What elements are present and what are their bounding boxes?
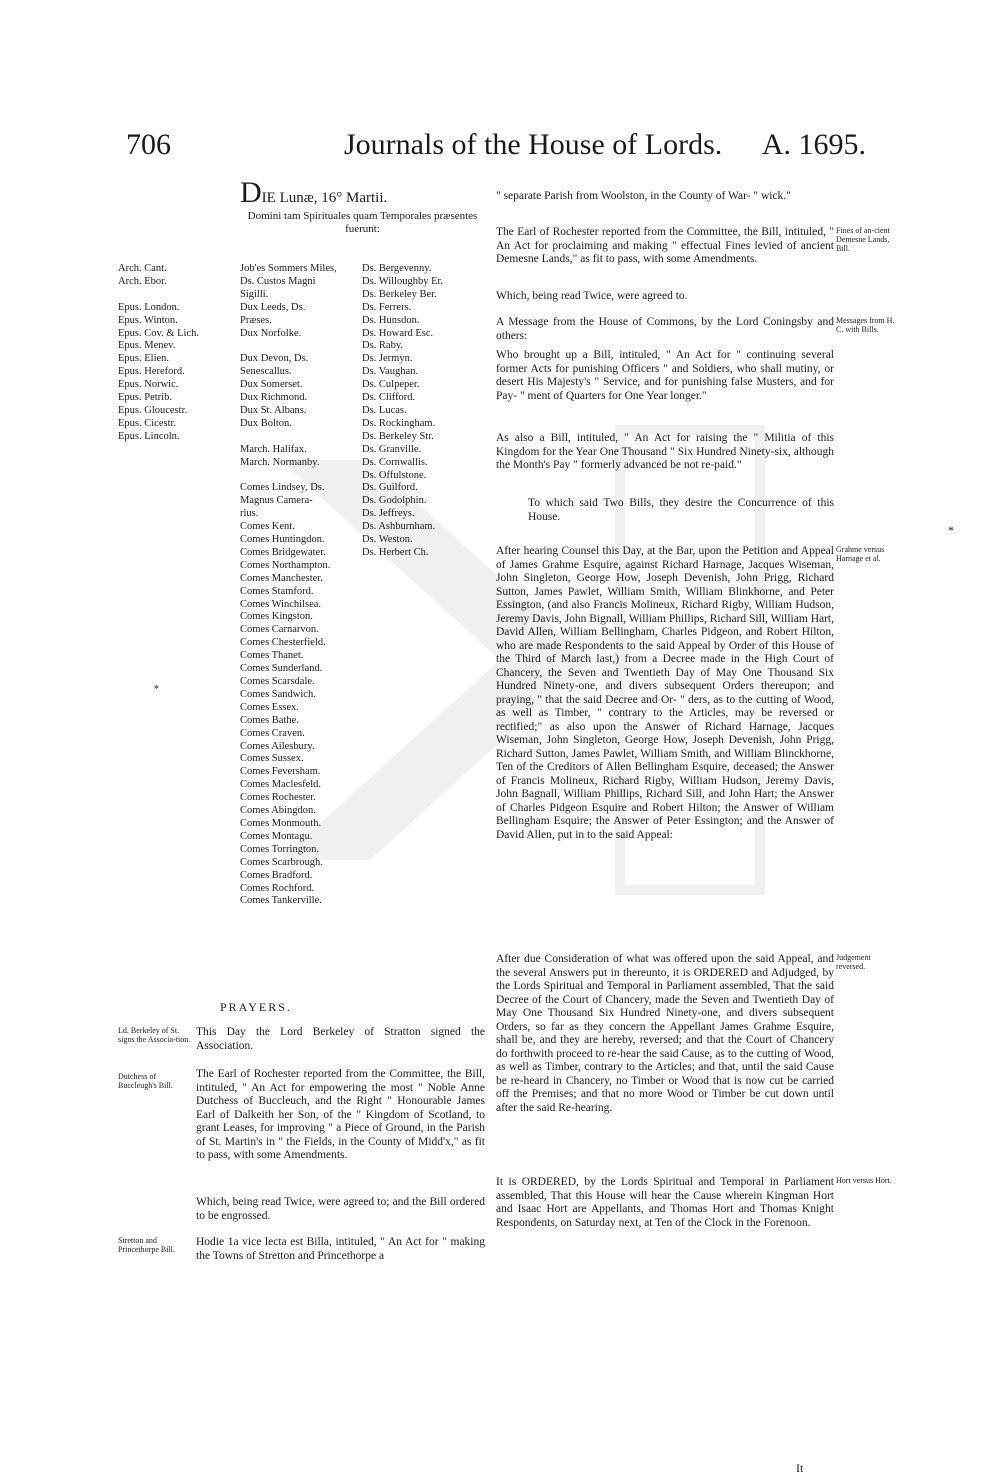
lord-entry: Comes Kingston. xyxy=(240,611,313,623)
lord-entry: Epus. Winton. xyxy=(118,314,178,326)
lord-entry: Comes Stamford. xyxy=(240,585,314,597)
lord-entry: Comes Huntingdon. xyxy=(240,534,325,546)
lord-entry: Comes Maclesfeld. xyxy=(240,779,322,791)
lord-entry: Ds. Herbert Ch. xyxy=(362,546,429,558)
lord-entry: Ds. Jeffreys. xyxy=(362,508,415,520)
lord-entry: Comes Chesterfield. xyxy=(240,637,326,649)
lord-entry: Comes Carnarvon. xyxy=(240,624,319,636)
lord-entry xyxy=(240,470,365,483)
margin-note-fines: Fines of an-cient Demesne Lands, Bill. xyxy=(836,226,890,253)
lord-entry: Comes Bathe. xyxy=(240,714,299,726)
lords-temporal-list xyxy=(240,263,365,908)
lord-entry: Comes Torrington. xyxy=(240,843,319,855)
lord-entry: Epus. Gloucestr. xyxy=(118,404,188,416)
margin-note-stretton: Stretton and Princethorpe Bill. xyxy=(118,1236,175,1254)
lord-entry: Comes Montagu. xyxy=(240,830,313,842)
lord-entry: Ds. Rockingham. xyxy=(362,417,436,429)
lord-entry: Comes Manchester. xyxy=(240,572,323,584)
lord-entry: Ds. Weston. xyxy=(362,534,413,546)
lord-entry: Epus. Cicestr. xyxy=(118,417,177,429)
lord-entry: Comes Sunderland. xyxy=(240,663,323,675)
lord-entry xyxy=(240,340,365,353)
para-fines-read: Which, being read Twice, were agreed to. xyxy=(496,290,688,302)
lord-entry: Comes Feversham. xyxy=(240,766,321,778)
lord-entry: Comes Scarbrough. xyxy=(240,856,323,868)
lords-barons-list xyxy=(362,263,472,560)
page-header xyxy=(126,128,866,178)
lord-entry: Ds. Vaughan. xyxy=(362,366,419,378)
para-judgement: After due Consideration of what was offered upon the said Appeal, and the several Answers put in thereunto, it is ORDERED and Adjudged, by the Lords Spiritual and Temporal in Parliament assembled, That the said Decree of the Court of Chancery, made the Seven and Twentieth Day of May One Thousand Six Hundred Ninety-one, and divers subsequent Orders, so far as they concern the Appellant James Grahme Esquire, shall be, and they are hereby, reversed; and that the Court of Chancery do forthwith proceed to re-hear the said Cause, as to the cutting of Wood, as well as Timber, contrary to the Articles; and that, until the said Cause be re-heard in Chancery, no Timber or Wood that is now cut be carried off the Premises; and that no more Wood or Timber be cut down until after the said Re-hearing. xyxy=(496,953,834,1114)
lord-entry: Ds. Ferrers. xyxy=(362,301,412,313)
lord-entry: Dux Bolton. xyxy=(240,417,292,429)
margin-note-buccleugh: Dutchess of Buccleugh's Bill. xyxy=(118,1072,173,1090)
para-berkeley: This Day the Lord Berkeley of Stratton signed the Association. xyxy=(196,1026,485,1052)
lord-entry: Comes Lindsey, Ds. xyxy=(240,482,325,494)
lord-entry: Ds. Cornwallis. xyxy=(362,456,428,468)
lord-entry: Ds. Godolphin. xyxy=(362,495,427,507)
lord-entry: Comes Rochford. xyxy=(240,882,315,894)
lord-entry: Ds. Lucas. xyxy=(362,404,407,416)
lord-entry: Comes Northampton. xyxy=(240,559,331,571)
lord-entry: Ds. Howard Esc. xyxy=(362,327,434,339)
lord-entry: Ds. Berkeley Str. xyxy=(362,430,434,442)
lord-entry: Comes Abingdon. xyxy=(240,805,316,817)
margin-mark: * xyxy=(154,684,159,695)
lord-entry: Comes Winchilsea. xyxy=(240,598,322,610)
lord-entry: Ds. Bergevenny. xyxy=(362,263,432,274)
para-stretton: Hodie 1a vice lecta est Billa, intituled, " An Act for " making the Towns of Stretton and Princethorpe a xyxy=(196,1236,485,1262)
lord-entry: Comes Monmouth. xyxy=(240,817,322,829)
margin-note-berkeley: Ld. Berkeley of St. signs the Associa-tion. xyxy=(118,1026,191,1044)
lord-entry: Comes Tankerville. xyxy=(240,895,322,907)
lord-entry: Epus. London. xyxy=(118,301,180,313)
lord-entry xyxy=(118,289,238,302)
lord-entry: Dux Devon, Ds. xyxy=(240,353,309,365)
lord-entry: Ds. Raby. xyxy=(362,340,404,352)
lord-entry: rius. xyxy=(240,508,259,520)
lord-entry: Comes Sandwich. xyxy=(240,688,316,700)
para-militia: As also a Bill, intituled, " An Act for raising the " Militia of this Kingdom for the Year One Thousand " Six Hundred Ninety-six, although the Month's Pay " formerly advanced be not re-paid." xyxy=(496,432,834,471)
para-mutiny: Who brought up a Bill, intituled, " An Act for " continuing several former Acts for punishing Officers " and Soldiers, who shall mutiny, or desert His Majesty's " Service, and for punishing false Musters, and for Pay- " ment of Quarters for One Year longer." xyxy=(496,349,834,402)
lord-entry xyxy=(240,431,365,444)
lord-entry: Ds. Berkeley Ber. xyxy=(362,288,437,300)
lord-entry: Magnus Camera- xyxy=(240,495,313,507)
lord-entry: Senescallus. xyxy=(240,366,292,378)
lord-entry: Comes Kent. xyxy=(240,521,295,533)
lord-entry: Comes Essex. xyxy=(240,701,299,713)
para-concurrence: To which said Two Bills, they desire the Concurrence of this House. xyxy=(528,497,834,523)
lord-entry: Ds. Willoughby Er. xyxy=(362,275,444,287)
lords-spiritual-list xyxy=(118,263,238,444)
lord-entry: Comes Bridgewater. xyxy=(240,546,326,558)
lord-entry: Epus. Hereford. xyxy=(118,366,185,378)
lord-entry: Ds. Offulstone. xyxy=(362,469,427,481)
lord-entry: Dux St. Albans. xyxy=(240,404,307,416)
lord-entry: Comes Sussex. xyxy=(240,753,304,765)
page-number: 706 xyxy=(126,128,171,161)
para-buccleugh-read: Which, being read Twice, were agreed to; and the Bill ordered to be engrossed. xyxy=(196,1196,485,1222)
date-line: DIE Lunæ, 16° Martii. xyxy=(240,176,388,209)
lord-entry: Ds. Granville. xyxy=(362,443,422,455)
lord-entry: Comes Ailesbury. xyxy=(240,740,315,752)
lord-entry: Ds. Custos Magni xyxy=(240,275,316,287)
lord-entry: March. Normanby. xyxy=(240,456,320,468)
prayers-heading: PRAYERS. xyxy=(220,1000,292,1014)
lord-entry: Sigilli. xyxy=(240,288,269,300)
running-title: Journals of the House of Lords. xyxy=(344,128,723,161)
lord-entry: Dux Leeds, Ds. xyxy=(240,301,306,313)
lord-entry: Dux Somerset. xyxy=(240,379,303,391)
lord-entry: Ds. Clifford. xyxy=(362,392,416,404)
lord-entry: Comes Scarsdale. xyxy=(240,676,315,687)
para-fines: The Earl of Rochester reported from the Committee, the Bill, intituled, " An Act for proclaiming and making " effectual Fines levied of ancient Demesne Lands," as fit to pass, with some Amendments. xyxy=(496,226,834,265)
lord-entry: Ds. Jermyn. xyxy=(362,353,413,365)
lord-entry: Epus. Lincoln. xyxy=(118,430,180,442)
lord-entry: Comes Rochester. xyxy=(240,792,316,804)
lord-entry: Arch. Ebor. xyxy=(118,275,167,287)
lord-entry: Dux Norfolke. xyxy=(240,327,302,339)
lord-entry: Epus. Menev. xyxy=(118,340,176,352)
lord-entry: Epus. Norwic. xyxy=(118,379,179,391)
margin-note-hort: Hort versus Hort. xyxy=(836,1176,892,1185)
session-heading xyxy=(240,176,485,247)
margin-asterisk: * xyxy=(948,523,954,537)
lord-entry: Ds. Ashburnham. xyxy=(362,521,436,533)
lord-entry: Præses. xyxy=(240,314,272,326)
lord-entry: Comes Thanet. xyxy=(240,650,304,662)
lord-entry: Dux Richmond. xyxy=(240,392,308,404)
lord-entry: Arch. Cant. xyxy=(118,263,167,274)
lord-entry: Epus. Cov. & Lich. xyxy=(118,327,199,339)
para-buccleugh: The Earl of Rochester reported from the Committee, the Bill, intituled, " An Act for empowering the most " Noble Anne Dutchess of Buccleuch, and the Right " Honourable James Earl of Dalkeith her Son, of the " Kingdom of Scotland, to grant Leases, for improving " a Piece of Ground, in the Parish of St. Martin's in " the Fields, in the County of Midd'x," as fit to pass, with some Amendments. xyxy=(196,1068,485,1161)
margin-note-messages: Messages from H. C. with Bills. xyxy=(836,316,895,334)
margin-note-grahme: Grahme versus Harnage et al. xyxy=(836,545,885,563)
lord-entry: Epus. Petrib. xyxy=(118,392,172,404)
para-appeal: After hearing Counsel this Day, at the Bar, upon the Petition and Appeal of James Grahme Esquire, against Richard Harnage, Jacques Wiseman, John Singleton, George How, Joseph Devenish, John Prigg, Richard Sutton, James Pawlet, William Smith, William Blinkhorne, and Peter Essington, (and also Francis Molineux, Richard Rigby, William Hudson, Jeremy Davis, John Bignall, William Phillips, Richard Sill, William Hart, David Allen, William Bellingham, Charles Pidgeon, and Robert Hilton, who are made Respondents to the said Appeal by Order of this House of the Third of March last,) from a Decree made in the High Court of Chancery, the Seven and Twentieth Day of May One Thousand Six Hundred Ninety-one, and divers subsequent Orders thereupon; and praying, " that the said Decree and Or- " ders, as to the cutting of Wood, as well as Timber, " contrary to the Articles, may be reversed or rectified;" as also upon the Answer of Richard Harnage, Jacques Wiseman, John Singleton, George How, Joseph Devenish, John Prigg, Richard Sutton, James Pawlet, William Smith, and William Blinckhorne, Ten of the Creditors of Allen Bellingham Esquire, deceased; the Answer of Francis Molineux, Richard Rigby, William Hudson, Jeremy Davis, John Bagnall, William Phillips, Richard Sill, and John Hart; the Answer of Charles Pidgeon Esquire and Robert Hilton; the Answer of William Bellingham Esquire; the Answer of Peter Essington; and the Answer of David Allen, put in to the said Appeal: xyxy=(496,545,834,841)
present-line: Domini tam Spirituales quam Temporales præsentes fuerunt: xyxy=(247,209,478,235)
lord-entry: Comes Craven. xyxy=(240,727,305,739)
lord-entry: Epus. Elien. xyxy=(118,353,170,365)
para-message: A Message from the House of Commons, by the Lord Coningsby and others: xyxy=(496,316,834,342)
year: A. 1695. xyxy=(761,128,866,161)
para-continuation: " separate Parish from Woolston, in the County of War- " wick." xyxy=(496,190,791,202)
lord-entry: Job'es Sommers Miles, xyxy=(240,263,337,274)
catchword: It xyxy=(796,1461,804,1475)
lord-entry: Comes Bradford. xyxy=(240,869,313,881)
margin-note-judgement: Judgement reversed. xyxy=(836,953,871,971)
lord-entry: Ds. Hunsdon. xyxy=(362,314,420,326)
lord-entry: Ds. Culpeper. xyxy=(362,379,420,391)
lord-entry: March. Halifax. xyxy=(240,443,307,455)
para-hort: It is ORDERED, by the Lords Spiritual and Temporal in Parliament assembled, That this House will hear the Cause wherein Kingman Hort and Isaac Hort are Appellants, and Thomas Hort and Thomas Knight Respondents, on Saturday next, at Ten of the Clock in the Forenoon. xyxy=(496,1176,834,1229)
lord-entry: Ds. Guilford. xyxy=(362,482,418,494)
